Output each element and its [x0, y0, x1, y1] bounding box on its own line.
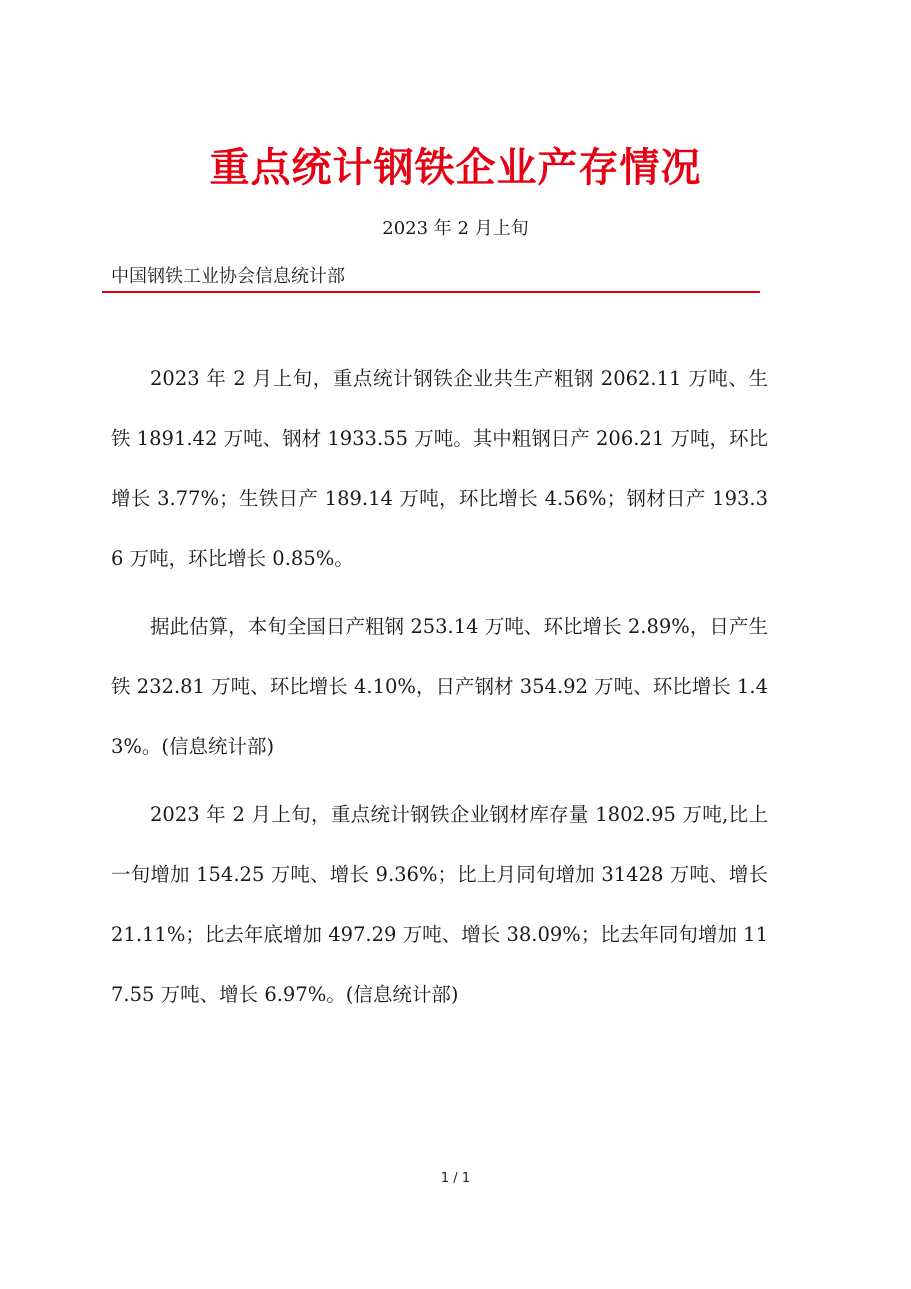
header-divider	[102, 291, 760, 293]
paragraph-production: 2023 年 2 月上旬，重点统计钢铁企业共生产粗钢 2062.11 万吨、生铁 1891.42 万吨、钢材 1933.55 万吨。其中粗钢日产 206.21 万吨，环比增长 3.77%；生铁日产 189.14 万吨，环比增长 4.56%；钢材日产 193.36 万吨，环比增长 0.85%。	[111, 367, 768, 570]
document-date: 2023 年 2 月上旬	[382, 218, 529, 239]
paragraph-national-estimate: 据此估算，本旬全国日产粗钢 253.14 万吨、环比增长 2.89%，日产生铁 232.81 万吨、环比增长 4.10%，日产钢材 354.92 万吨、环比增长 1.43%。(信息统计部)	[111, 615, 768, 758]
document-title: 重点统计钢铁企业产存情况	[209, 145, 702, 191]
department-name: 中国钢铁工业协会信息统计部	[111, 266, 345, 287]
document-body	[111, 349, 768, 1033]
page-number: 1 / 1	[440, 1171, 471, 1186]
paragraph-inventory: 2023 年 2 月上旬，重点统计钢铁企业钢材库存量 1802.95 万吨,比上一旬增加 154.25 万吨、增长 9.36%；比上月同旬增加 31428 万吨、增长 21.11%；比去年底增加 497.29 万吨、增长 38.09%；比去年同旬增加 117.55 万吨、增长 6.97%。(信息统计部)	[111, 803, 768, 1006]
